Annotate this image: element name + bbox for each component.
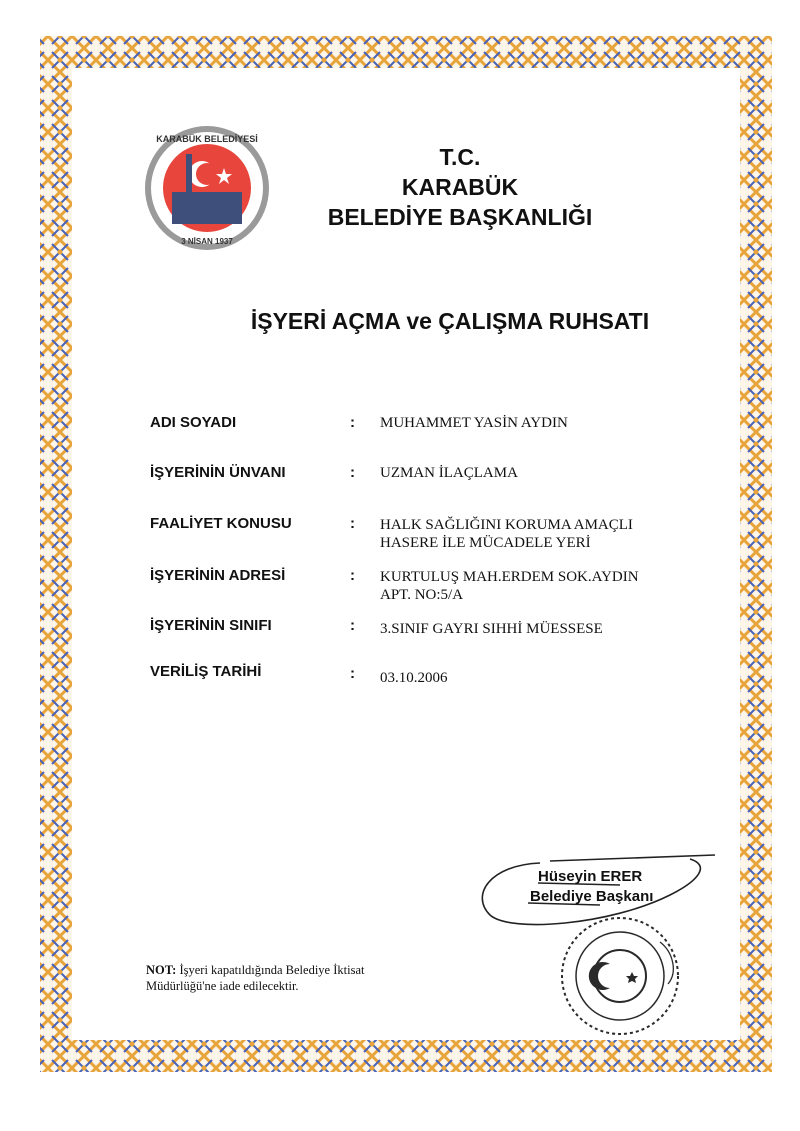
logo-top-text: KARABÜK BELEDİYESİ [156,134,258,144]
field-label-address: İŞYERİNİN ADRESİ [150,567,286,584]
heading-line-2: KARABÜK [401,174,519,200]
field-label-name: ADI SOYADI [150,414,237,431]
field-value-address-line-2: APT. NO:5/A [380,587,464,603]
field-colon: : [350,414,355,431]
field-colon: : [350,665,355,682]
field-colon: : [350,515,355,532]
signature-title: Belediye Başkanı [530,888,654,905]
field-value-issue-date: 03.10.2006 [380,670,448,686]
field-colon: : [350,617,355,634]
field-label-issue-date: VERİLİŞ TARİHİ [150,663,262,680]
municipality-logo [140,118,274,258]
field-value-class: 3.SINIF GAYRI SIHHİ MÜESSESE [380,621,603,637]
heading-line-3: BELEDİYE BAŞKANLIĞI [327,204,593,230]
document-heading [310,142,610,232]
note-text: İşyeri kapatıldığında Belediye İktisat Müdürlüğü'ne iade edilecektir. [146,963,365,993]
signature-name: Hüseyin ERER [538,868,643,885]
field-colon: : [350,567,355,584]
field-value-activity: HALK SAĞLIĞINI KORUMA AMAÇLI [380,517,633,533]
field-label-business-title: İŞYERİNİN ÜNVANI [150,464,286,481]
field-value-activity-line-2: HASERE İLE MÜCADELE YERİ [380,535,591,551]
field-value-business-title: UZMAN İLAÇLAMA [380,465,518,481]
field-label-activity: FAALİYET KONUSU [150,515,292,532]
field-label-class: İŞYERİNİN SINIFI [150,617,272,634]
note [146,962,426,994]
note-prefix: NOT: [146,963,177,977]
field-value-address: KURTULUŞ MAH.ERDEM SOK.AYDIN [380,569,639,585]
field-value-name: MUHAMMET YASİN AYDIN [380,415,568,431]
logo-bottom-text: 3 NİSAN 1937 [181,237,233,246]
document-title: İŞYERİ AÇMA ve ÇALIŞMA RUHSATI [250,308,650,334]
field-colon: : [350,464,355,481]
gear-icon [145,126,269,250]
official-stamp-icon [548,912,698,1040]
heading-line-1: T.C. [439,144,481,170]
